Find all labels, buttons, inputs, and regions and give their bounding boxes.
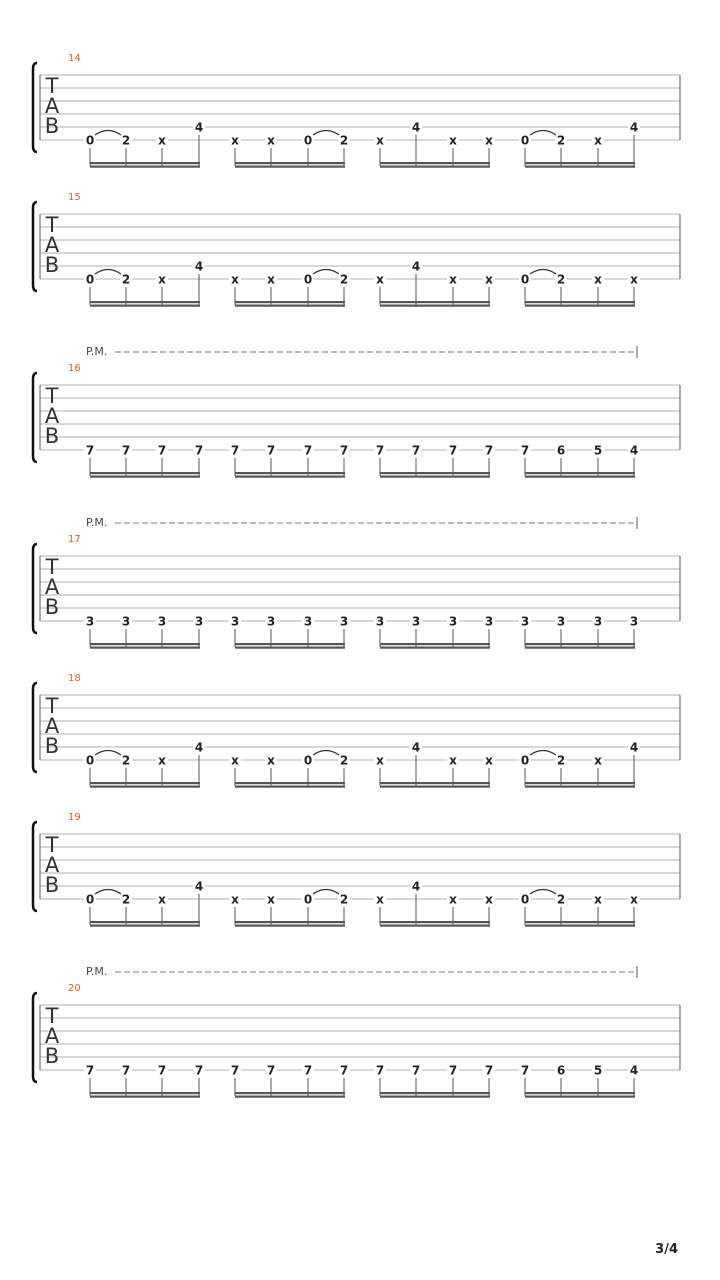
system-bracket: [33, 683, 37, 772]
tab-clef-letter: T: [45, 555, 59, 579]
tab-note: 3: [230, 614, 240, 629]
tab-note: 4: [629, 740, 639, 755]
beam-secondary: [380, 305, 490, 307]
beam-primary: [525, 301, 635, 303]
page-number: 3/4: [655, 1242, 678, 1257]
tab-note: 4: [411, 879, 421, 894]
tab-system: [33, 53, 680, 168]
tab-note: 0: [85, 753, 95, 768]
tab-note: 2: [339, 753, 349, 768]
beam-primary: [525, 782, 635, 784]
tab-note: x: [267, 753, 275, 768]
tab-note: 2: [121, 753, 131, 768]
tab-note: 3: [157, 614, 167, 629]
tab-note: 3: [556, 614, 566, 629]
tab-note: x: [485, 892, 493, 907]
tab-note: 7: [339, 1063, 349, 1078]
tab-note: 4: [629, 120, 639, 135]
tab-note: 0: [520, 272, 530, 287]
beam-secondary: [380, 1096, 490, 1098]
tab-note: 2: [121, 892, 131, 907]
system-bracket: [33, 63, 37, 152]
beam-primary: [380, 782, 490, 784]
beam-secondary: [525, 305, 635, 307]
tab-note: 7: [121, 1063, 131, 1078]
beam-secondary: [525, 166, 635, 168]
tab-note: x: [485, 133, 493, 148]
beam-secondary: [235, 1096, 345, 1098]
tab-note: 3: [484, 614, 494, 629]
tab-note: 7: [375, 443, 385, 458]
tab-note: 0: [520, 753, 530, 768]
tab-note: 7: [520, 1063, 530, 1078]
hammer-on-arc: [95, 270, 121, 275]
beam-secondary: [90, 476, 200, 478]
tab-note: 7: [375, 1063, 385, 1078]
tab-note: 3: [303, 614, 313, 629]
tab-note: 3: [339, 614, 349, 629]
tab-system: [33, 192, 680, 307]
beam-primary: [90, 162, 200, 164]
tab-clef-letter: T: [45, 213, 59, 237]
tab-note: 3: [629, 614, 639, 629]
hammer-on-arc: [313, 890, 339, 895]
tab-note: 2: [339, 892, 349, 907]
beam-secondary: [90, 1096, 200, 1098]
tab-note: x: [376, 892, 384, 907]
tab-system: [33, 673, 680, 788]
tab-clef-letter: A: [44, 1024, 60, 1048]
tab-note: 2: [556, 272, 566, 287]
tab-clef-letter: T: [45, 74, 59, 98]
tab-clef-letter: B: [44, 114, 60, 138]
tab-system: [33, 812, 680, 927]
palm-mute-label: P.M.: [86, 345, 108, 358]
tab-note: 7: [520, 443, 530, 458]
tab-note: 2: [556, 892, 566, 907]
beam-secondary: [380, 476, 490, 478]
tab-note: 7: [230, 443, 240, 458]
tab-note: 5: [593, 1063, 603, 1078]
beam-primary: [525, 472, 635, 474]
beam-secondary: [525, 647, 635, 649]
beam-primary: [235, 472, 345, 474]
beam-primary: [235, 643, 345, 645]
tab-note: 4: [629, 443, 639, 458]
tab-clef-letter: B: [44, 1044, 60, 1068]
tab-note: 3: [520, 614, 530, 629]
tab-note: x: [158, 892, 166, 907]
palm-mute-label: P.M.: [86, 965, 108, 978]
beam-secondary: [90, 305, 200, 307]
tab-note: 5: [593, 443, 603, 458]
hammer-on-arc: [95, 890, 121, 895]
tab-note: 0: [85, 892, 95, 907]
beam-secondary: [525, 786, 635, 788]
tab-note: x: [449, 753, 457, 768]
measure-number: 14: [68, 53, 81, 64]
beam-secondary: [235, 305, 345, 307]
beam-secondary: [90, 647, 200, 649]
tab-clef-letter: A: [44, 714, 60, 738]
measure-number: 16: [68, 363, 81, 374]
tab-note: 3: [375, 614, 385, 629]
tab-note: 3: [121, 614, 131, 629]
beam-primary: [235, 1092, 345, 1094]
tab-note: x: [594, 753, 602, 768]
tab-note: x: [630, 272, 638, 287]
beam-primary: [90, 472, 200, 474]
system-bracket: [33, 202, 37, 291]
tab-note: 4: [411, 120, 421, 135]
tab-note: 7: [194, 443, 204, 458]
tab-clef-letter: A: [44, 233, 60, 257]
beam-secondary: [525, 476, 635, 478]
hammer-on-arc: [530, 131, 556, 136]
tab-note: 6: [556, 1063, 566, 1078]
tab-note: x: [267, 892, 275, 907]
tab-note: 7: [339, 443, 349, 458]
tab-note: 0: [303, 892, 313, 907]
tab-note: 0: [520, 133, 530, 148]
tab-note: 4: [411, 259, 421, 274]
tab-note: 0: [85, 272, 95, 287]
hammer-on-arc: [530, 751, 556, 756]
measure-number: 19: [68, 812, 81, 823]
tab-clef-letter: B: [44, 595, 60, 619]
beam-primary: [380, 643, 490, 645]
tab-note: 2: [121, 133, 131, 148]
beam-primary: [380, 301, 490, 303]
tab-note: 4: [194, 120, 204, 135]
tab-note: x: [231, 753, 239, 768]
tab-note: 2: [121, 272, 131, 287]
beam-secondary: [90, 925, 200, 927]
system-bracket: [33, 373, 37, 462]
tab-note: x: [231, 272, 239, 287]
tab-note: 0: [303, 133, 313, 148]
tab-note: 2: [339, 272, 349, 287]
tab-note: 2: [339, 133, 349, 148]
beam-secondary: [90, 786, 200, 788]
tab-note: 6: [556, 443, 566, 458]
tab-clef-letter: T: [45, 384, 59, 408]
beam-primary: [380, 162, 490, 164]
tab-note: 7: [85, 1063, 95, 1078]
tab-note: 7: [85, 443, 95, 458]
tab-note: x: [267, 133, 275, 148]
tab-note: x: [158, 272, 166, 287]
beam-secondary: [380, 647, 490, 649]
beam-primary: [90, 1092, 200, 1094]
tab-note: x: [594, 892, 602, 907]
tab-note: 7: [266, 443, 276, 458]
beam-primary: [235, 782, 345, 784]
hammer-on-arc: [530, 270, 556, 275]
system-bracket: [33, 544, 37, 633]
beam-primary: [235, 921, 345, 923]
measure-number: 15: [68, 192, 81, 203]
tab-note: 7: [121, 443, 131, 458]
tab-note: 7: [448, 443, 458, 458]
tab-note: 0: [303, 272, 313, 287]
beam-secondary: [525, 1096, 635, 1098]
tab-note: 3: [194, 614, 204, 629]
tab-note: 7: [411, 443, 421, 458]
tab-note: 7: [230, 1063, 240, 1078]
beam-secondary: [235, 476, 345, 478]
beam-primary: [90, 643, 200, 645]
tab-note: x: [485, 753, 493, 768]
system-bracket: [33, 993, 37, 1082]
hammer-on-arc: [530, 890, 556, 895]
tab-note: x: [231, 133, 239, 148]
beam-secondary: [380, 925, 490, 927]
tab-clef-letter: B: [44, 734, 60, 758]
tab-clef-letter: A: [44, 404, 60, 428]
beam-secondary: [235, 647, 345, 649]
tab-clef-letter: B: [44, 424, 60, 448]
tab-note: 4: [194, 879, 204, 894]
tab-clef-letter: T: [45, 833, 59, 857]
beam-primary: [380, 472, 490, 474]
beam-primary: [525, 643, 635, 645]
beam-secondary: [235, 166, 345, 168]
tab-clef-letter: A: [44, 575, 60, 599]
measure-number: 17: [68, 534, 81, 545]
beam-primary: [525, 162, 635, 164]
tab-clef-letter: B: [44, 253, 60, 277]
system-bracket: [33, 822, 37, 911]
tab-note: 7: [484, 443, 494, 458]
beam-secondary: [235, 925, 345, 927]
tab-system: [33, 345, 680, 478]
hammer-on-arc: [95, 751, 121, 756]
beam-secondary: [380, 786, 490, 788]
tab-clef-letter: A: [44, 94, 60, 118]
tab-note: x: [231, 892, 239, 907]
tab-note: 7: [194, 1063, 204, 1078]
hammer-on-arc: [313, 751, 339, 756]
tab-note: 4: [194, 740, 204, 755]
tab-note: 7: [157, 1063, 167, 1078]
tab-note: x: [376, 753, 384, 768]
tab-note: 2: [556, 133, 566, 148]
tab-note: 0: [520, 892, 530, 907]
tab-note: 7: [303, 443, 313, 458]
tab-note: 3: [411, 614, 421, 629]
tab-note: x: [449, 892, 457, 907]
tab-note: x: [594, 133, 602, 148]
tab-note: 0: [303, 753, 313, 768]
tab-note: x: [485, 272, 493, 287]
measure-number: 20: [68, 983, 81, 994]
tab-note: x: [376, 133, 384, 148]
tab-note: 3: [85, 614, 95, 629]
tab-note: x: [449, 272, 457, 287]
hammer-on-arc: [313, 270, 339, 275]
tab-note: 4: [194, 259, 204, 274]
tab-note: 0: [85, 133, 95, 148]
tab-note: x: [158, 753, 166, 768]
hammer-on-arc: [95, 131, 121, 136]
tab-clef-letter: B: [44, 873, 60, 897]
tab-note: 3: [266, 614, 276, 629]
tab-note: x: [267, 272, 275, 287]
beam-secondary: [235, 786, 345, 788]
beam-primary: [90, 921, 200, 923]
tab-note: x: [449, 133, 457, 148]
tab-clef-letter: A: [44, 853, 60, 877]
beam-primary: [90, 782, 200, 784]
tab-clef-letter: T: [45, 694, 59, 718]
hammer-on-arc: [313, 131, 339, 136]
tab-system: [33, 965, 680, 1098]
tab-note: x: [594, 272, 602, 287]
beam-secondary: [90, 166, 200, 168]
tab-note: x: [376, 272, 384, 287]
tab-note: 7: [448, 1063, 458, 1078]
tab-note: 4: [629, 1063, 639, 1078]
tab-note: 3: [448, 614, 458, 629]
beam-primary: [380, 921, 490, 923]
beam-primary: [235, 162, 345, 164]
beam-secondary: [525, 925, 635, 927]
beam-primary: [525, 1092, 635, 1094]
tab-note: 7: [411, 1063, 421, 1078]
beam-primary: [90, 301, 200, 303]
beam-primary: [235, 301, 345, 303]
tab-note: 4: [411, 740, 421, 755]
palm-mute-label: P.M.: [86, 516, 108, 529]
tab-note: 7: [484, 1063, 494, 1078]
beam-secondary: [380, 166, 490, 168]
tab-note: 3: [593, 614, 603, 629]
tab-note: 7: [303, 1063, 313, 1078]
tab-note: 7: [157, 443, 167, 458]
tab-note: 7: [266, 1063, 276, 1078]
tab-note: x: [630, 892, 638, 907]
beam-primary: [380, 1092, 490, 1094]
tab-note: x: [158, 133, 166, 148]
measure-number: 18: [68, 673, 81, 684]
tab-system: [33, 516, 680, 649]
tab-clef-letter: T: [45, 1004, 59, 1028]
beam-primary: [525, 921, 635, 923]
tab-note: 2: [556, 753, 566, 768]
